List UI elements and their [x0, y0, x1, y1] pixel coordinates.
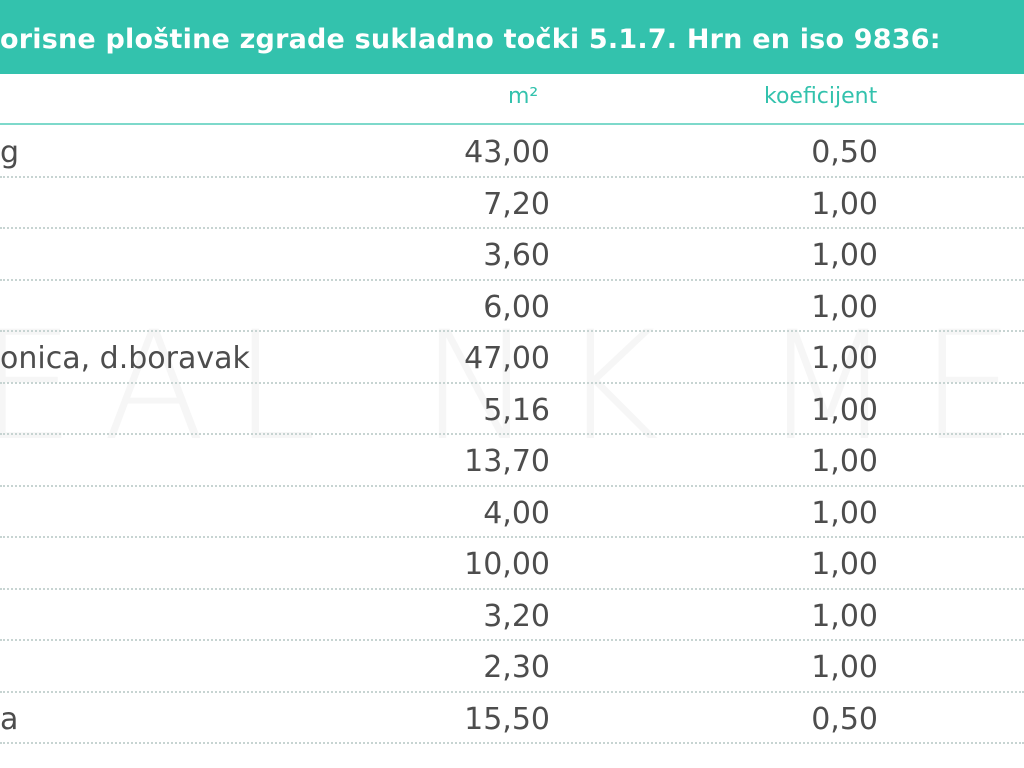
table-row [0, 641, 1024, 693]
coefficient-cell: 1,00 [811, 289, 878, 325]
table-row [0, 126, 1024, 178]
table-row [0, 487, 1024, 539]
column-header-m2: m² [508, 84, 539, 109]
room-name-cell: a [0, 701, 19, 737]
area-m2-cell: 4,00 [483, 495, 550, 531]
table-row [0, 229, 1024, 281]
area-m2-cell: 10,00 [464, 547, 550, 582]
column-header-koeficijent: koeficijent [764, 84, 878, 109]
coefficient-cell: 1,00 [811, 650, 878, 685]
area-m2-cell: 2,30 [483, 650, 550, 685]
coefficient-cell: 1,00 [811, 444, 878, 479]
coefficient-cell: 1,00 [811, 495, 878, 531]
coefficient-cell: 1,00 [811, 392, 878, 428]
table-title: orisne ploštine zgrade sukladno točki 5.1.7. Hrn en iso 9836: [0, 24, 941, 55]
area-m2-cell: 3,60 [483, 238, 550, 273]
room-name-cell: onica, d.boravak [0, 341, 250, 376]
coefficient-cell: 1,00 [811, 547, 878, 582]
area-m2-cell: 47,00 [464, 341, 550, 376]
table-row [0, 693, 1024, 745]
header-divider [0, 123, 1024, 125]
area-table [0, 126, 1024, 744]
area-m2-cell: 5,16 [483, 392, 550, 428]
coefficient-cell: 1,00 [811, 341, 878, 376]
area-m2-cell: 6,00 [483, 289, 550, 325]
table-row [0, 538, 1024, 590]
table-row [0, 384, 1024, 436]
coefficient-cell: 0,50 [811, 135, 878, 170]
coefficient-cell: 1,00 [811, 598, 878, 634]
area-m2-cell: 43,00 [464, 135, 550, 170]
area-m2-cell: 13,70 [464, 444, 550, 479]
room-name-cell: g [0, 135, 20, 170]
area-m2-cell: 15,50 [464, 701, 550, 737]
coefficient-cell: 0,50 [811, 701, 878, 737]
table-row [0, 178, 1024, 230]
table-row [0, 332, 1024, 384]
area-m2-cell: 3,20 [483, 598, 550, 634]
table-title-band [0, 0, 1024, 74]
table-row [0, 281, 1024, 333]
table-row [0, 590, 1024, 642]
coefficient-cell: 1,00 [811, 186, 878, 222]
area-m2-cell: 7,20 [483, 186, 550, 222]
table-row [0, 435, 1024, 487]
coefficient-cell: 1,00 [811, 238, 878, 273]
